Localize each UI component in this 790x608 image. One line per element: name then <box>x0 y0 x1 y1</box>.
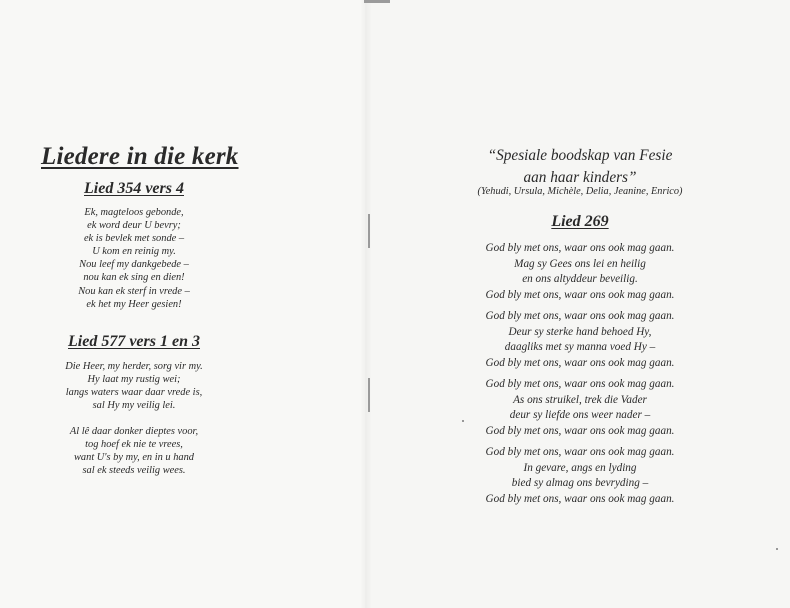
scan-mark <box>364 0 390 3</box>
staple-top <box>368 214 370 248</box>
verse-line: Mag sy Gees ons lei en heilig <box>514 257 646 270</box>
verse-line: ek word deur U bevry; <box>87 220 181 232</box>
verse-line: daagliks met sy manna voed Hy – <box>504 341 656 353</box>
paper-speck <box>776 548 778 550</box>
verse-line: nou kan ek sing en dien! <box>83 272 185 284</box>
children-names: (Yehudi, Ursula, Michèle, Delia, Jeanine, Enrico) <box>477 186 683 197</box>
verse-line: langs waters waar daar vrede is, <box>65 387 203 399</box>
stanza-577-vers-3 <box>44 425 224 477</box>
verse-line: ek is bevlek met sonde – <box>83 233 185 245</box>
song-title-354: Lied 354 vers 4 <box>84 180 184 197</box>
stanza-269-1 <box>440 241 720 303</box>
song-title-269: Lied 269 <box>551 213 609 230</box>
verse-line: God bly met ons, waar ons ook mag gaan. <box>485 492 675 505</box>
verse-line: God bly met ons, waar ons ook mag gaan. <box>485 288 675 301</box>
verse-line: Hy laat my rustig wei; <box>87 374 181 386</box>
message-title <box>450 145 710 189</box>
message-title-line: “Spesiale boodskap van Fesie <box>487 147 673 164</box>
verse-line: Nou leef my dankgebede – <box>79 259 189 271</box>
verse-line: Deur sy sterke hand behoed Hy, <box>508 325 652 338</box>
page-title: Liedere in die kerk <box>41 143 239 170</box>
verse-line: God bly met ons, waar ons ook mag gaan. <box>485 242 675 254</box>
verse-line: God bly met ons, waar ons ook mag gaan. <box>485 356 675 369</box>
stanza-354-vers-4 <box>44 206 224 311</box>
verse-line: en ons altyddeur beveilig. <box>522 273 638 285</box>
message-title-line: aan haar kinders” <box>523 169 637 186</box>
verse-line: ek het my Heer gesien! <box>86 298 182 310</box>
verse-line: God bly met ons, waar ons ook mag gaan. <box>485 424 675 437</box>
verse-line: deur sy liefde ons weer nader – <box>509 409 651 421</box>
stanza-269-2 <box>440 309 720 371</box>
verse-line: God bly met ons, waar ons ook mag gaan. <box>485 446 675 458</box>
song-title-577: Lied 577 vers 1 en 3 <box>68 333 200 350</box>
verse-line: Ek, magteloos gebonde, <box>84 207 184 218</box>
verse-line: sal Hy my veilig lei. <box>92 400 176 412</box>
verse-line: bied sy almag ons bevryding – <box>511 477 649 489</box>
verse-line: want U's by my, en in u hand <box>74 452 194 464</box>
verse-line: God bly met ons, waar ons ook mag gaan. <box>485 310 675 322</box>
center-fold <box>360 0 372 608</box>
verse-line: God bly met ons, waar ons ook mag gaan. <box>485 378 675 390</box>
verse-line: U kom en reinig my. <box>92 246 176 258</box>
stanza-577-vers-1 <box>44 360 224 412</box>
verse-line: tog hoef ek nie te vrees, <box>85 439 183 451</box>
stanza-269-3 <box>440 377 720 439</box>
right-page <box>365 0 790 608</box>
verse-line: Die Heer, my herder, sorg vir my. <box>65 361 203 372</box>
verse-line: Nou kan ek sterf in vrede – <box>78 285 190 297</box>
verse-line: As ons struikel, trek die Vader <box>513 393 647 406</box>
verse-line: sal ek steeds veilig wees. <box>82 465 186 477</box>
staple-bottom <box>368 378 370 412</box>
verse-line: In gevare, angs en lyding <box>523 461 637 474</box>
stanza-269-4 <box>440 445 720 507</box>
verse-line: Al lê daar donker dieptes voor, <box>69 426 199 437</box>
